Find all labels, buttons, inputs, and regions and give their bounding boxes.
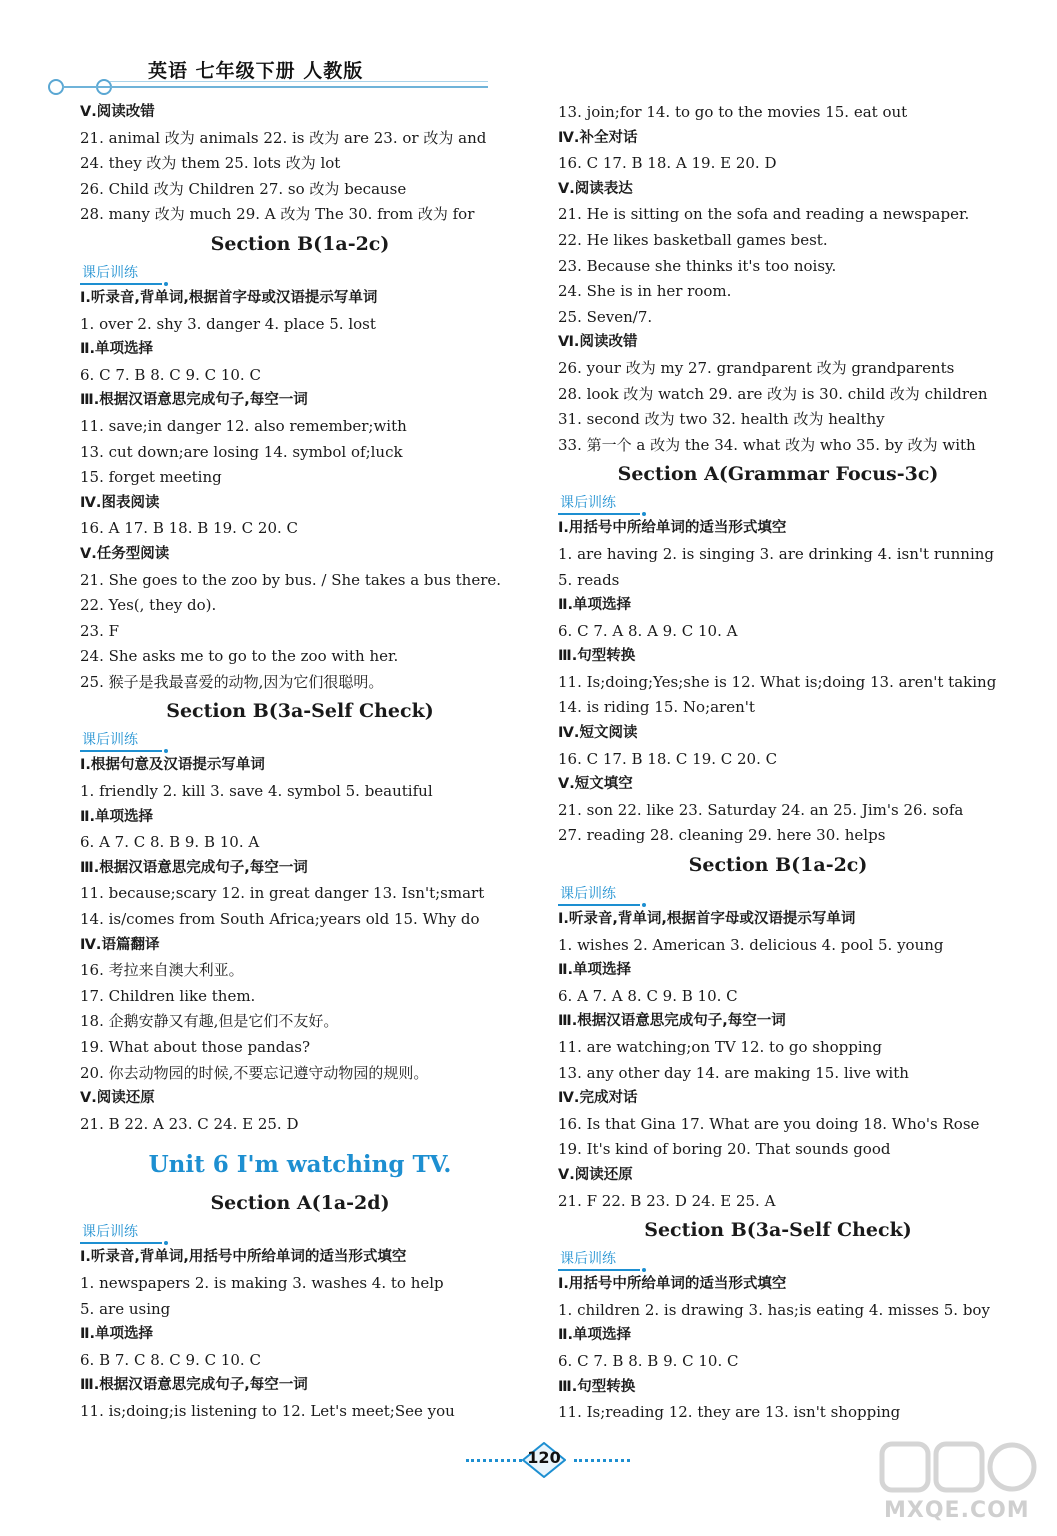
exercise-heading: Ⅴ.任务型阅读	[80, 545, 170, 562]
unit-title: Unit 6 I'm watching TV.	[148, 1151, 452, 1179]
answer-line: 1. are having 2. is singing 3. are drinking 4. isn't running	[558, 544, 995, 563]
answer-line: 6. B 7. C 8. C 9. C 10. C	[80, 1350, 261, 1369]
book-title: 英语 七年级下册 人教版	[148, 60, 364, 82]
exercise-heading: Ⅲ.根据汉语意思完成句子,每空一词	[80, 392, 308, 409]
answer-line: 21. B 22. A 23. C 24. E 25. D	[80, 1114, 299, 1133]
practice-tag	[80, 1219, 520, 1245]
answer-line: 21. She goes to the zoo by bus. / She takes a bus there.	[80, 570, 502, 589]
answer-line: 11. are watching;on TV 12. to go shopping	[558, 1038, 882, 1056]
exercise-heading: Ⅴ.短文填空	[558, 776, 633, 793]
exercise-heading: Ⅰ.根据句意及汉语提示写单词	[80, 757, 265, 774]
practice-tag-label: 课后训练	[560, 495, 616, 512]
answer-line: 5. are using	[80, 1299, 171, 1318]
section-title: Section A(1a-2d)	[210, 1192, 390, 1215]
answer-line: 24. they 改为 them 25. lots 改为 lot	[80, 154, 341, 173]
answer-line: 16. C 17. B 18. C 19. C 20. C	[558, 749, 778, 768]
answer-line: 20. 你去动物园的时候,不要忘记遵守动物园的规则。	[80, 1063, 429, 1082]
practice-tag-dot-icon	[642, 1268, 646, 1272]
practice-tag-underline	[80, 750, 162, 752]
answer-line: 23. F	[80, 621, 120, 640]
practice-tag-label: 课后训练	[82, 264, 138, 281]
section-title: Section B(3a-Self Check)	[166, 700, 434, 723]
practice-tag-underline	[558, 513, 640, 515]
left-column	[80, 100, 520, 1425]
answer-line: 24. She asks me to go to the zoo with her.	[80, 647, 399, 666]
exercise-heading: Ⅲ.根据汉语意思完成句子,每空一词	[558, 1013, 786, 1030]
page-header	[48, 52, 488, 100]
answer-line: 13. cut down;are losing 14. symbol of;luck	[80, 442, 403, 461]
answer-line: 33. 第一个 a 改为 the 34. what 改为 who 35. by 改为 with	[558, 435, 976, 454]
exercise-heading: Ⅳ.完成对话	[558, 1090, 638, 1107]
answer-line: 1. over 2. shy 3. danger 4. place 5. lost	[80, 314, 376, 333]
section-title: Section B(1a-2c)	[688, 854, 868, 877]
answer-line: 1. friendly 2. kill 3. save 4. symbol 5. beautiful	[80, 782, 433, 801]
answer-line: 21. He is sitting on the sofa and reading a newspaper.	[558, 205, 970, 224]
answer-line: 15. forget meeting	[80, 468, 222, 487]
exercise-heading: Ⅱ.单项选择	[80, 1326, 154, 1343]
practice-tag-dot-icon	[642, 512, 646, 516]
answer-line: 11. Is;reading 12. they are 13. isn't shopping	[558, 1403, 901, 1422]
exercise-heading: Ⅳ.图表阅读	[80, 494, 160, 511]
answer-line: 21. son 22. like 23. Saturday 24. an 25. Jim's 26. sofa	[558, 800, 964, 819]
practice-tag-label: 课后训练	[82, 1224, 138, 1241]
footer-dots-left	[466, 1459, 522, 1462]
section-title: Section B(3a-Self Check)	[644, 1219, 912, 1242]
answer-line: 21. F 22. B 23. D 24. E 25. A	[558, 1191, 776, 1210]
practice-tag-dot-icon	[164, 1241, 168, 1245]
practice-tag	[80, 260, 520, 286]
exercise-heading: Ⅱ.单项选择	[558, 1327, 632, 1344]
answer-line: 6. C 7. B 8. C 9. C 10. C	[80, 365, 261, 384]
practice-tag-dot-icon	[164, 749, 168, 753]
practice-tag-dot-icon	[164, 282, 168, 286]
practice-tag-underline	[80, 283, 162, 285]
exercise-heading: Ⅱ.单项选择	[558, 962, 632, 979]
practice-tag	[558, 1246, 998, 1272]
answer-line: 17. Children like them.	[80, 986, 256, 1005]
exercise-heading: Ⅴ.阅读还原	[80, 1090, 155, 1107]
answer-line: 16. A 17. B 18. B 19. C 20. C	[80, 519, 299, 538]
answer-line: 23. Because she thinks it's too noisy.	[558, 256, 837, 275]
exercise-heading: Ⅳ.补全对话	[558, 129, 638, 146]
watermark-icon	[878, 1438, 1038, 1498]
exercise-heading: Ⅴ.阅读表达	[558, 180, 633, 197]
answer-line: 6. C 7. A 8. A 9. C 10. A	[558, 621, 738, 640]
exercise-heading: Ⅲ.句型转换	[558, 648, 636, 665]
answer-line: 25. Seven/7.	[558, 307, 653, 326]
answer-line: 28. look 改为 watch 29. are 改为 is 30. child 改为 children	[558, 384, 988, 403]
answer-line: 11. is;doing;is listening to 12. Let's meet;See you	[80, 1401, 455, 1420]
answer-line: 26. your 改为 my 27. grandparent 改为 grandparents	[558, 358, 955, 377]
practice-tag-label: 课后训练	[560, 886, 616, 903]
practice-tag	[558, 490, 998, 516]
practice-tag-label: 课后训练	[560, 1251, 616, 1268]
header-rule	[62, 86, 488, 88]
answer-line: 13. join;for 14. to go to the movies 15. eat out	[558, 103, 908, 121]
answer-line: 5. reads	[558, 570, 620, 589]
answer-line: 14. is riding 15. No;aren't	[558, 698, 755, 717]
answer-line: 19. It's kind of boring 20. That sounds good	[558, 1140, 891, 1159]
answer-line: 6. C 7. B 8. B 9. C 10. C	[558, 1351, 739, 1370]
practice-tag	[80, 727, 520, 753]
practice-tag-underline	[558, 904, 640, 906]
answer-line: 1. children 2. is drawing 3. has;is eating 4. misses 5. boy	[558, 1300, 990, 1319]
exercise-heading: Ⅴ.阅读改错	[80, 104, 155, 120]
exercise-heading: Ⅲ.句型转换	[558, 1378, 636, 1395]
answer-line: 28. many 改为 much 29. A 改为 The 30. from 改为 for	[80, 205, 475, 224]
practice-tag-dot-icon	[642, 903, 646, 907]
answer-line: 1. newspapers 2. is making 3. washes 4. to help	[80, 1273, 444, 1292]
answer-line: 11. because;scary 12. in great danger 13. Isn't;smart	[80, 884, 485, 903]
exercise-heading: Ⅳ.短文阅读	[558, 725, 638, 742]
exercise-heading: Ⅴ.阅读还原	[558, 1166, 633, 1183]
answer-line: 25. 猴子是我最喜爱的动物,因为它们很聪明。	[80, 672, 384, 691]
answer-line: 27. reading 28. cleaning 29. here 30. helps	[558, 826, 886, 845]
exercise-heading: Ⅰ.用括号中所给单词的适当形式填空	[558, 520, 787, 537]
page-number-badge	[522, 1442, 566, 1478]
answer-line: 11. Is;doing;Yes;she is 12. What is;doing 13. aren't taking	[558, 672, 997, 691]
exercise-heading: Ⅰ.用括号中所给单词的适当形式填空	[558, 1276, 787, 1293]
answer-line: 26. Child 改为 Children 27. so 改为 because	[80, 179, 407, 198]
exercise-heading: Ⅱ.单项选择	[80, 341, 154, 358]
answer-line: 14. is/comes from South Africa;years old 15. Why do	[80, 910, 480, 929]
page-footer	[466, 1442, 632, 1478]
answer-line: 22. He likes basketball games best.	[558, 230, 828, 249]
exercise-heading: Ⅳ.语篇翻译	[80, 936, 160, 953]
answer-line: 11. save;in danger 12. also remember;with	[80, 416, 407, 435]
exercise-heading: Ⅲ.根据汉语意思完成句子,每空一词	[80, 1377, 308, 1394]
answer-line: 6. A 7. A 8. C 9. B 10. C	[558, 986, 738, 1005]
section-title: Section B(1a-2c)	[210, 232, 390, 255]
exercise-heading: Ⅰ.听录音,背单词,根据首字母或汉语提示写单词	[558, 911, 856, 928]
watermark-text: MXQE.COM	[884, 1498, 1030, 1523]
practice-tag	[558, 881, 998, 907]
exercise-heading: Ⅰ.听录音,背单词,用括号中所给单词的适当形式填空	[80, 1249, 407, 1266]
footer-dots-right	[574, 1459, 630, 1462]
answer-line: 16. C 17. B 18. A 19. E 20. D	[558, 154, 777, 173]
practice-tag-label: 课后训练	[82, 732, 138, 749]
section-title: Section A(Grammar Focus-3c)	[617, 463, 939, 486]
answer-line: 18. 企鹅安静又有趣,但是它们不友好。	[80, 1012, 339, 1031]
exercise-heading: Ⅱ.单项选择	[558, 597, 632, 614]
watermark-logo	[878, 1438, 1048, 1528]
practice-tag-underline	[558, 1269, 640, 1271]
exercise-heading: Ⅱ.单项选择	[80, 808, 154, 825]
answer-line: 31. second 改为 two 32. health 改为 healthy	[558, 410, 885, 429]
answer-line: 13. any other day 14. are making 15. live with	[558, 1063, 909, 1082]
answer-line: 16. Is that Gina 17. What are you doing 18. Who's Rose	[558, 1114, 980, 1133]
exercise-heading: Ⅰ.听录音,背单词,根据首字母或汉语提示写单词	[80, 289, 378, 306]
exercise-heading: Ⅲ.根据汉语意思完成句子,每空一词	[80, 859, 308, 876]
answer-line: 16. 考拉来自澳大利亚。	[80, 961, 244, 980]
answer-line: 22. Yes(, they do).	[80, 596, 217, 615]
right-column	[558, 100, 998, 1426]
answer-line: 6. A 7. C 8. B 9. B 10. A	[80, 833, 260, 852]
answer-line: 24. She is in her room.	[558, 282, 732, 301]
exercise-heading: Ⅵ.阅读改错	[558, 334, 638, 351]
answer-line: 19. What about those pandas?	[80, 1038, 311, 1056]
practice-tag-underline	[80, 1242, 162, 1244]
answer-line: 1. wishes 2. American 3. delicious 4. pool 5. young	[558, 935, 944, 954]
answer-line: 21. animal 改为 animals 22. is 改为 are 23. or 改为 and	[80, 128, 487, 147]
page-number: 120	[527, 1448, 561, 1467]
